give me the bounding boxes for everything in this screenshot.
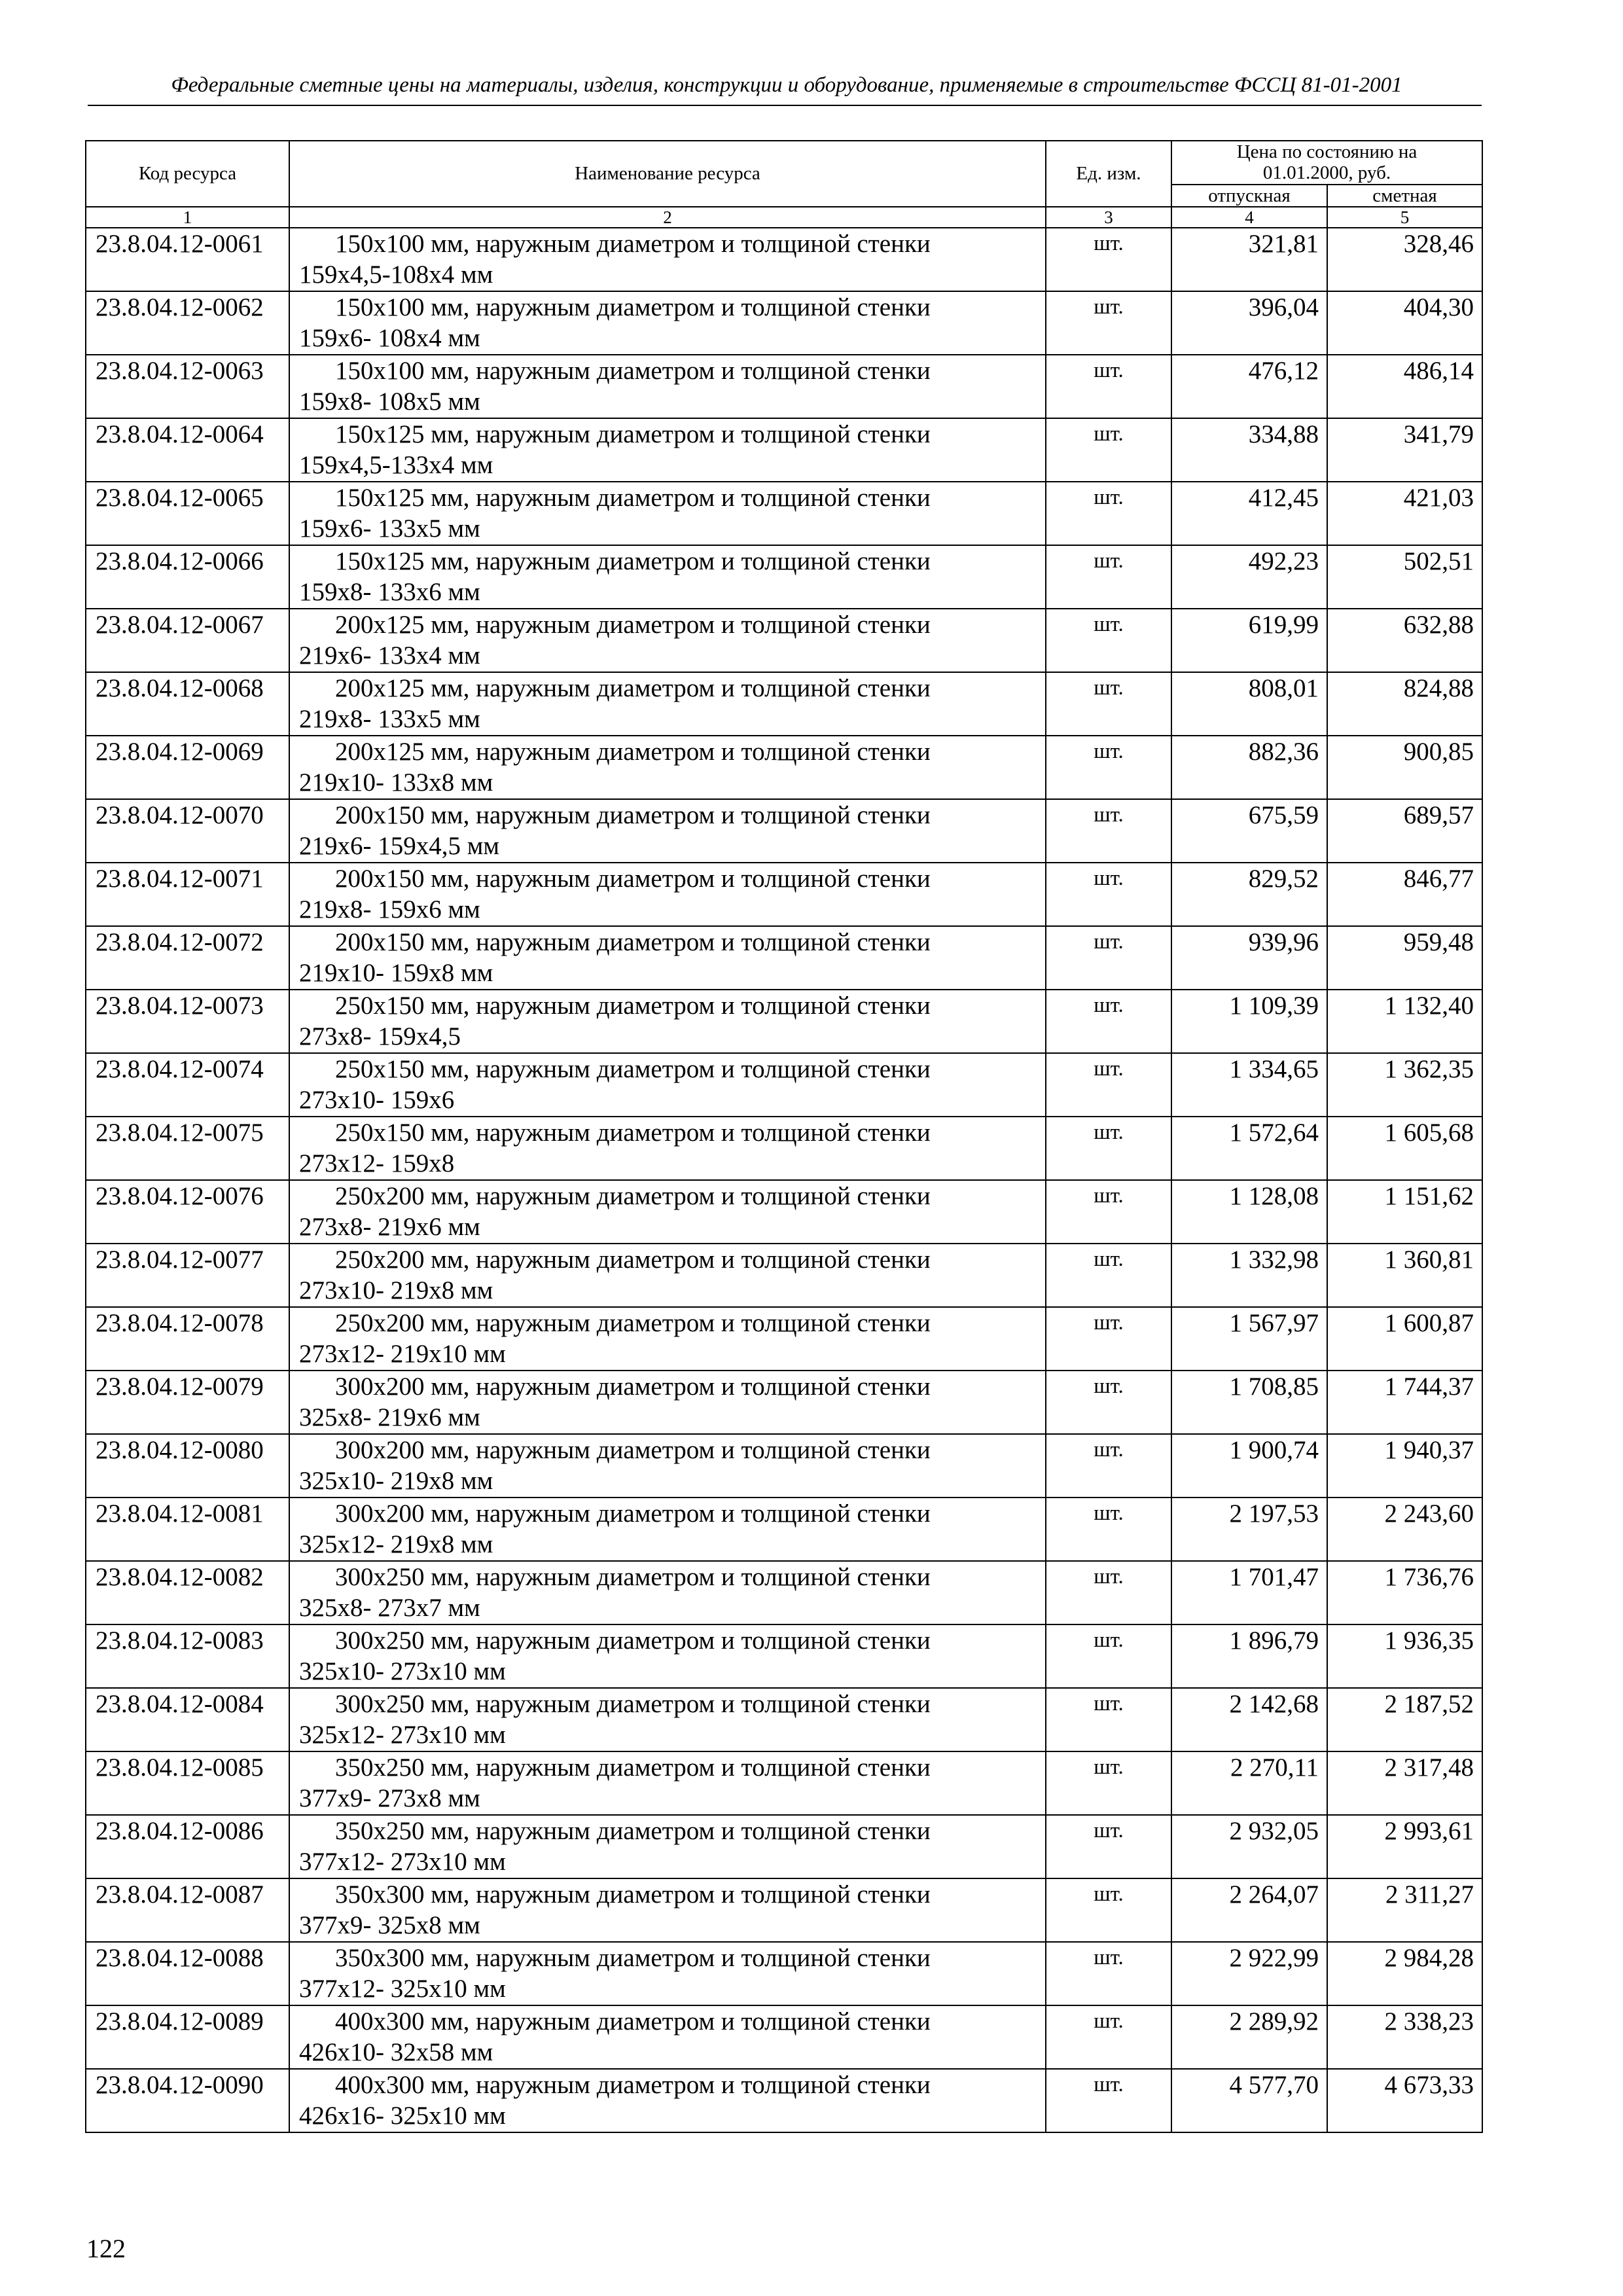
resource-name bbox=[289, 1180, 1046, 1244]
column-number: 1 bbox=[86, 207, 289, 228]
unit-of-measure: шт. bbox=[1046, 1624, 1171, 1688]
estimate-price: 502,51 bbox=[1327, 545, 1482, 609]
table-row bbox=[86, 1117, 1482, 1180]
resource-name-line1: 150x125 мм, наружным диаметром и толщиной стенки bbox=[335, 484, 931, 512]
resource-code: 23.8.04.12-0061 bbox=[86, 228, 289, 291]
unit-of-measure: шт. bbox=[1046, 990, 1171, 1053]
resource-name-line1: 250x200 мм, наружным диаметром и толщиной стенки bbox=[335, 1309, 931, 1338]
resource-name bbox=[289, 2005, 1046, 2069]
unit-of-measure: шт. bbox=[1046, 609, 1171, 672]
resource-name-line2: 159x8- 133x6 мм bbox=[299, 578, 480, 607]
table-row bbox=[86, 418, 1482, 482]
unit-of-measure: шт. bbox=[1046, 1561, 1171, 1624]
resource-name-line2: 219x10- 159x8 мм bbox=[299, 959, 493, 988]
table-row bbox=[86, 1434, 1482, 1498]
resource-name-line1: 200x125 мм, наружным диаметром и толщиной стенки bbox=[335, 611, 931, 639]
estimate-price: 328,46 bbox=[1327, 228, 1482, 291]
estimate-price: 689,57 bbox=[1327, 799, 1482, 863]
release-price: 2 197,53 bbox=[1171, 1498, 1327, 1561]
resource-name-line1: 300x250 мм, наружным диаметром и толщиной стенки bbox=[335, 1626, 931, 1655]
resource-name-line1: 150x100 мм, наружным диаметром и толщиной стенки bbox=[335, 230, 931, 259]
header-rule bbox=[88, 105, 1482, 106]
unit-of-measure: шт. bbox=[1046, 1878, 1171, 1942]
estimate-price: 1 151,62 bbox=[1327, 1180, 1482, 1244]
table-row bbox=[86, 1815, 1482, 1878]
resource-code: 23.8.04.12-0063 bbox=[86, 355, 289, 418]
resource-name bbox=[289, 1434, 1046, 1498]
resource-name-line2: 377x9- 325x8 мм bbox=[299, 1911, 480, 1940]
resource-code: 23.8.04.12-0076 bbox=[86, 1180, 289, 1244]
resource-name-line2: 219x6- 159x4,5 мм bbox=[299, 832, 500, 861]
header-release-price: отпускная bbox=[1171, 185, 1327, 207]
resource-name-line1: 350x300 мм, наружным диаметром и толщиной стенки bbox=[335, 1880, 931, 1909]
resource-code: 23.8.04.12-0090 bbox=[86, 2069, 289, 2132]
unit-of-measure: шт. bbox=[1046, 291, 1171, 355]
resource-name-line2: 273x8- 159x4,5 bbox=[299, 1022, 461, 1051]
resource-name bbox=[289, 1624, 1046, 1688]
release-price: 619,99 bbox=[1171, 609, 1327, 672]
resource-name-line2: 159x6- 133x5 мм bbox=[299, 514, 480, 543]
resource-code: 23.8.04.12-0074 bbox=[86, 1053, 289, 1117]
unit-of-measure: шт. bbox=[1046, 1180, 1171, 1244]
resource-name-line2: 325x8- 219x6 мм bbox=[299, 1403, 480, 1432]
resource-code: 23.8.04.12-0066 bbox=[86, 545, 289, 609]
resource-name-line1: 150x100 мм, наружным диаметром и толщиной стенки bbox=[335, 357, 931, 386]
header-estimate-price: сметная bbox=[1327, 185, 1482, 207]
release-price: 1 900,74 bbox=[1171, 1434, 1327, 1498]
unit-of-measure: шт. bbox=[1046, 482, 1171, 545]
table-body bbox=[86, 228, 1482, 2132]
resource-name-line1: 200x125 мм, наружным диаметром и толщиной стенки bbox=[335, 738, 931, 766]
resource-name-line2: 377x12- 273x10 мм bbox=[299, 1848, 506, 1876]
resource-name-line1: 400x300 мм, наружным диаметром и толщиной стенки bbox=[335, 2071, 931, 2100]
release-price: 1 334,65 bbox=[1171, 1053, 1327, 1117]
resource-code: 23.8.04.12-0073 bbox=[86, 990, 289, 1053]
unit-of-measure: шт. bbox=[1046, 672, 1171, 736]
table-row bbox=[86, 1624, 1482, 1688]
estimate-price: 4 673,33 bbox=[1327, 2069, 1482, 2132]
estimate-price: 2 984,28 bbox=[1327, 1942, 1482, 2005]
resource-name bbox=[289, 609, 1046, 672]
resource-name bbox=[289, 1815, 1046, 1878]
unit-of-measure: шт. bbox=[1046, 1942, 1171, 2005]
resource-name-line2: 426x10- 32x58 мм bbox=[299, 2038, 493, 2067]
resource-name bbox=[289, 355, 1046, 418]
header-price-line2: 01.01.2000, руб. bbox=[1262, 162, 1391, 184]
estimate-price: 2 993,61 bbox=[1327, 1815, 1482, 1878]
resource-code: 23.8.04.12-0062 bbox=[86, 291, 289, 355]
resource-code: 23.8.04.12-0079 bbox=[86, 1371, 289, 1434]
unit-of-measure: шт. bbox=[1046, 545, 1171, 609]
page-header-title: Федеральные сметные цены на материалы, изделия, конструкции и оборудование, применяемые в строительстве ФССЦ 81-01-2001 bbox=[171, 73, 1402, 97]
resource-name-line2: 219x8- 133x5 мм bbox=[299, 705, 480, 734]
resource-name-line2: 325x10- 219x8 мм bbox=[299, 1467, 493, 1496]
resource-name-line2: 273x10- 219x8 мм bbox=[299, 1276, 493, 1305]
unit-of-measure: шт. bbox=[1046, 1751, 1171, 1815]
header-unit: Ед. изм. bbox=[1046, 141, 1171, 207]
header-price bbox=[1171, 141, 1482, 185]
resource-name-line1: 300x200 мм, наружным диаметром и толщиной стенки bbox=[335, 1372, 931, 1401]
resource-code: 23.8.04.12-0087 bbox=[86, 1878, 289, 1942]
table-row bbox=[86, 291, 1482, 355]
estimate-price: 1 936,35 bbox=[1327, 1624, 1482, 1688]
resource-name bbox=[289, 418, 1046, 482]
resource-code: 23.8.04.12-0088 bbox=[86, 1942, 289, 2005]
resource-code: 23.8.04.12-0085 bbox=[86, 1751, 289, 1815]
resource-name-line2: 377x9- 273x8 мм bbox=[299, 1784, 480, 1813]
resource-name-line1: 300x250 мм, наружным диаметром и толщиной стенки bbox=[335, 1563, 931, 1592]
release-price: 939,96 bbox=[1171, 926, 1327, 990]
resource-name bbox=[289, 672, 1046, 736]
release-price: 1 332,98 bbox=[1171, 1244, 1327, 1307]
table-row bbox=[86, 1688, 1482, 1751]
resource-name bbox=[289, 863, 1046, 926]
estimate-price: 1 132,40 bbox=[1327, 990, 1482, 1053]
resource-name-line2: 273x12- 219x10 мм bbox=[299, 1340, 506, 1369]
table-row bbox=[86, 228, 1482, 291]
estimate-price: 341,79 bbox=[1327, 418, 1482, 482]
resource-name bbox=[289, 1942, 1046, 2005]
release-price: 334,88 bbox=[1171, 418, 1327, 482]
estimate-price: 2 317,48 bbox=[1327, 1751, 1482, 1815]
unit-of-measure: шт. bbox=[1046, 1434, 1171, 1498]
release-price: 476,12 bbox=[1171, 355, 1327, 418]
resource-name-line1: 250x150 мм, наружным диаметром и толщиной стенки bbox=[335, 1055, 931, 1084]
unit-of-measure: шт. bbox=[1046, 418, 1171, 482]
unit-of-measure: шт. bbox=[1046, 1307, 1171, 1371]
resource-code: 23.8.04.12-0078 bbox=[86, 1307, 289, 1371]
table-row bbox=[86, 926, 1482, 990]
resource-name bbox=[289, 736, 1046, 799]
estimate-price: 824,88 bbox=[1327, 672, 1482, 736]
table-row bbox=[86, 609, 1482, 672]
release-price: 1 896,79 bbox=[1171, 1624, 1327, 1688]
release-price: 2 142,68 bbox=[1171, 1688, 1327, 1751]
resource-name-line1: 200x150 мм, наружным диаметром и толщиной стенки bbox=[335, 928, 931, 957]
resource-name-line1: 250x200 мм, наружным диаметром и толщиной стенки bbox=[335, 1246, 931, 1274]
resource-name-line2: 159x4,5-133x4 мм bbox=[299, 451, 493, 480]
resource-name-line2: 273x12- 159x8 bbox=[299, 1149, 455, 1178]
table-row bbox=[86, 736, 1482, 799]
unit-of-measure: шт. bbox=[1046, 228, 1171, 291]
resource-name bbox=[289, 482, 1046, 545]
resource-code: 23.8.04.12-0072 bbox=[86, 926, 289, 990]
header-price-line1: Цена по состоянию на bbox=[1236, 141, 1418, 162]
resource-name-line1: 350x250 мм, наружным диаметром и толщиной стенки bbox=[335, 1753, 931, 1782]
resource-name-line2: 219x8- 159x6 мм bbox=[299, 895, 480, 924]
resource-name-line1: 350x250 мм, наружным диаметром и толщиной стенки bbox=[335, 1817, 931, 1846]
table-row bbox=[86, 1942, 1482, 2005]
table-row bbox=[86, 355, 1482, 418]
resource-name bbox=[289, 1117, 1046, 1180]
release-price: 882,36 bbox=[1171, 736, 1327, 799]
release-price: 675,59 bbox=[1171, 799, 1327, 863]
release-price: 396,04 bbox=[1171, 291, 1327, 355]
release-price: 2 270,11 bbox=[1171, 1751, 1327, 1815]
estimate-price: 846,77 bbox=[1327, 863, 1482, 926]
resource-name-line1: 150x125 мм, наружным диаметром и толщиной стенки bbox=[335, 547, 931, 576]
estimate-price: 2 187,52 bbox=[1327, 1688, 1482, 1751]
estimate-price: 2 243,60 bbox=[1327, 1498, 1482, 1561]
table-row bbox=[86, 799, 1482, 863]
column-number: 4 bbox=[1171, 207, 1327, 228]
resource-name bbox=[289, 291, 1046, 355]
estimate-price: 959,48 bbox=[1327, 926, 1482, 990]
resource-name-line1: 200x150 мм, наружным диаметром и толщиной стенки bbox=[335, 865, 931, 893]
resource-price-table bbox=[85, 140, 1483, 2133]
release-price: 2 922,99 bbox=[1171, 1942, 1327, 2005]
resource-name-line2: 159x4,5-108x4 мм bbox=[299, 260, 493, 289]
resource-code: 23.8.04.12-0069 bbox=[86, 736, 289, 799]
estimate-price: 421,03 bbox=[1327, 482, 1482, 545]
resource-name-line2: 159x6- 108x4 мм bbox=[299, 324, 480, 353]
resource-name bbox=[289, 2069, 1046, 2132]
unit-of-measure: шт. bbox=[1046, 1371, 1171, 1434]
resource-name-line1: 250x200 мм, наружным диаметром и толщиной стенки bbox=[335, 1182, 931, 1211]
table-row bbox=[86, 1180, 1482, 1244]
release-price: 412,45 bbox=[1171, 482, 1327, 545]
resource-name-line2: 159x8- 108x5 мм bbox=[299, 387, 480, 416]
estimate-price: 1 744,37 bbox=[1327, 1371, 1482, 1434]
release-price: 321,81 bbox=[1171, 228, 1327, 291]
resource-name-line1: 250x150 мм, наружным диаметром и толщиной стенки bbox=[335, 992, 931, 1020]
estimate-price: 1 605,68 bbox=[1327, 1117, 1482, 1180]
resource-name-line1: 300x200 мм, наружным диаметром и толщиной стенки bbox=[335, 1436, 931, 1465]
unit-of-measure: шт. bbox=[1046, 863, 1171, 926]
resource-name-line1: 150x125 мм, наружным диаметром и толщиной стенки bbox=[335, 420, 931, 449]
resource-name bbox=[289, 1878, 1046, 1942]
resource-code: 23.8.04.12-0075 bbox=[86, 1117, 289, 1180]
column-number: 5 bbox=[1327, 207, 1482, 228]
resource-code: 23.8.04.12-0077 bbox=[86, 1244, 289, 1307]
resource-name-line1: 300x200 мм, наружным диаметром и толщиной стенки bbox=[335, 1499, 931, 1528]
table-row bbox=[86, 482, 1482, 545]
resource-code: 23.8.04.12-0065 bbox=[86, 482, 289, 545]
unit-of-measure: шт. bbox=[1046, 1117, 1171, 1180]
release-price: 1 109,39 bbox=[1171, 990, 1327, 1053]
table-row bbox=[86, 1307, 1482, 1371]
release-price: 1 708,85 bbox=[1171, 1371, 1327, 1434]
unit-of-measure: шт. bbox=[1046, 355, 1171, 418]
unit-of-measure: шт. bbox=[1046, 799, 1171, 863]
resource-name-line1: 300x250 мм, наружным диаметром и толщиной стенки bbox=[335, 1690, 931, 1719]
resource-name-line2: 325x12- 219x8 мм bbox=[299, 1530, 493, 1559]
table-row bbox=[86, 1244, 1482, 1307]
estimate-price: 1 362,35 bbox=[1327, 1053, 1482, 1117]
table-row bbox=[86, 1498, 1482, 1561]
release-price: 4 577,70 bbox=[1171, 2069, 1327, 2132]
resource-name-line1: 400x300 мм, наружным диаметром и толщиной стенки bbox=[335, 2007, 931, 2036]
resource-name bbox=[289, 799, 1046, 863]
resource-name-line1: 150x100 мм, наружным диаметром и толщиной стенки bbox=[335, 293, 931, 322]
resource-name-line2: 219x10- 133x8 мм bbox=[299, 768, 493, 797]
resource-name-line2: 219x6- 133x4 мм bbox=[299, 641, 480, 670]
unit-of-measure: шт. bbox=[1046, 1053, 1171, 1117]
release-price: 2 932,05 bbox=[1171, 1815, 1327, 1878]
unit-of-measure: шт. bbox=[1046, 1815, 1171, 1878]
resource-name-line2: 273x10- 159x6 bbox=[299, 1086, 455, 1115]
column-number: 2 bbox=[289, 207, 1046, 228]
resource-name bbox=[289, 1751, 1046, 1815]
header-code: Код ресурса bbox=[86, 141, 289, 207]
release-price: 1 567,97 bbox=[1171, 1307, 1327, 1371]
estimate-price: 1 360,81 bbox=[1327, 1244, 1482, 1307]
resource-code: 23.8.04.12-0086 bbox=[86, 1815, 289, 1878]
resource-name bbox=[289, 228, 1046, 291]
resource-name-line2: 377x12- 325x10 мм bbox=[299, 1975, 506, 2003]
resource-code: 23.8.04.12-0071 bbox=[86, 863, 289, 926]
resource-name bbox=[289, 1371, 1046, 1434]
table-row bbox=[86, 1751, 1482, 1815]
resource-name bbox=[289, 1307, 1046, 1371]
estimate-price: 404,30 bbox=[1327, 291, 1482, 355]
unit-of-measure: шт. bbox=[1046, 926, 1171, 990]
resource-name-line1: 200x150 мм, наружным диаметром и толщиной стенки bbox=[335, 801, 931, 830]
table-row bbox=[86, 990, 1482, 1053]
resource-code: 23.8.04.12-0067 bbox=[86, 609, 289, 672]
resource-code: 23.8.04.12-0068 bbox=[86, 672, 289, 736]
release-price: 1 572,64 bbox=[1171, 1117, 1327, 1180]
resource-code: 23.8.04.12-0070 bbox=[86, 799, 289, 863]
resource-code: 23.8.04.12-0084 bbox=[86, 1688, 289, 1751]
resource-code: 23.8.04.12-0089 bbox=[86, 2005, 289, 2069]
table-row bbox=[86, 2005, 1482, 2069]
table-row bbox=[86, 1561, 1482, 1624]
release-price: 2 264,07 bbox=[1171, 1878, 1327, 1942]
estimate-price: 2 311,27 bbox=[1327, 1878, 1482, 1942]
resource-name bbox=[289, 990, 1046, 1053]
unit-of-measure: шт. bbox=[1046, 2005, 1171, 2069]
unit-of-measure: шт. bbox=[1046, 1688, 1171, 1751]
header-name: Наименование ресурса bbox=[289, 141, 1046, 207]
page-number: 122 bbox=[86, 2234, 126, 2263]
resource-name bbox=[289, 545, 1046, 609]
estimate-price: 1 600,87 bbox=[1327, 1307, 1482, 1371]
estimate-price: 632,88 bbox=[1327, 609, 1482, 672]
resource-code: 23.8.04.12-0080 bbox=[86, 1434, 289, 1498]
resource-name-line2: 426x16- 325x10 мм bbox=[299, 2102, 506, 2130]
table-row bbox=[86, 1053, 1482, 1117]
resource-name-line2: 325x10- 273x10 мм bbox=[299, 1657, 506, 1686]
unit-of-measure: шт. bbox=[1046, 1498, 1171, 1561]
resource-name bbox=[289, 1561, 1046, 1624]
estimate-price: 486,14 bbox=[1327, 355, 1482, 418]
table-row bbox=[86, 545, 1482, 609]
column-number: 3 bbox=[1046, 207, 1171, 228]
unit-of-measure: шт. bbox=[1046, 736, 1171, 799]
resource-code: 23.8.04.12-0082 bbox=[86, 1561, 289, 1624]
release-price: 2 289,92 bbox=[1171, 2005, 1327, 2069]
unit-of-measure: шт. bbox=[1046, 2069, 1171, 2132]
table-row bbox=[86, 1878, 1482, 1942]
table-row bbox=[86, 863, 1482, 926]
resource-name-line1: 200x125 мм, наружным диаметром и толщиной стенки bbox=[335, 674, 931, 703]
resource-code: 23.8.04.12-0064 bbox=[86, 418, 289, 482]
release-price: 492,23 bbox=[1171, 545, 1327, 609]
resource-name-line1: 250x150 мм, наружным диаметром и толщиной стенки bbox=[335, 1119, 931, 1147]
release-price: 808,01 bbox=[1171, 672, 1327, 736]
release-price: 1 701,47 bbox=[1171, 1561, 1327, 1624]
estimate-price: 900,85 bbox=[1327, 736, 1482, 799]
resource-name bbox=[289, 1244, 1046, 1307]
resource-name-line1: 350x300 мм, наружным диаметром и толщиной стенки bbox=[335, 1944, 931, 1973]
resource-name-line2: 273x8- 219x6 мм bbox=[299, 1213, 480, 1242]
unit-of-measure: шт. bbox=[1046, 1244, 1171, 1307]
resource-name-line2: 325x12- 273x10 мм bbox=[299, 1721, 506, 1749]
resource-code: 23.8.04.12-0083 bbox=[86, 1624, 289, 1688]
release-price: 829,52 bbox=[1171, 863, 1327, 926]
release-price: 1 128,08 bbox=[1171, 1180, 1327, 1244]
estimate-price: 2 338,23 bbox=[1327, 2005, 1482, 2069]
resource-name bbox=[289, 1688, 1046, 1751]
table-row bbox=[86, 672, 1482, 736]
resource-name bbox=[289, 926, 1046, 990]
table-row bbox=[86, 2069, 1482, 2132]
resource-name-line2: 325x8- 273x7 мм bbox=[299, 1594, 480, 1623]
table-row bbox=[86, 1371, 1482, 1434]
resource-name bbox=[289, 1053, 1046, 1117]
resource-code: 23.8.04.12-0081 bbox=[86, 1498, 289, 1561]
estimate-price: 1 940,37 bbox=[1327, 1434, 1482, 1498]
estimate-price: 1 736,76 bbox=[1327, 1561, 1482, 1624]
resource-name bbox=[289, 1498, 1046, 1561]
